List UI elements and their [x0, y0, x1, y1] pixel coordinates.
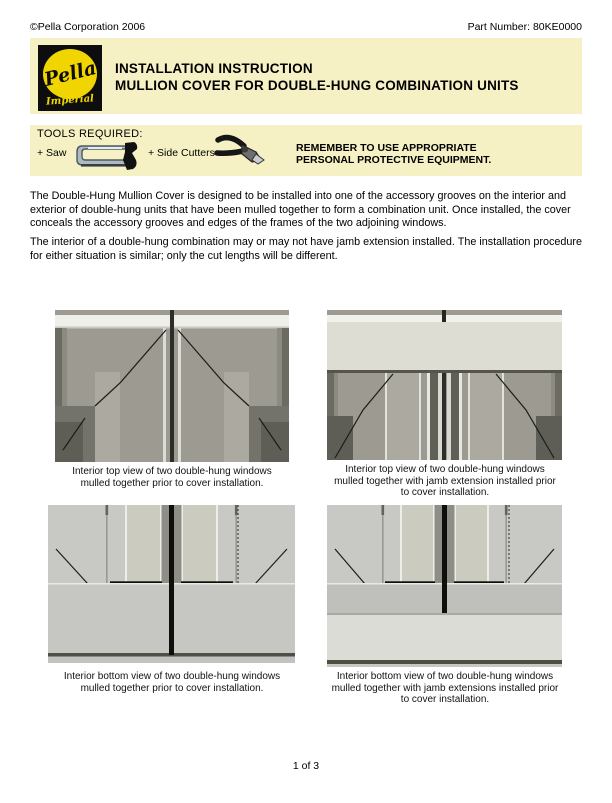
caption-line: mulled together prior to cover installation.: [80, 682, 264, 694]
page-indicator: 1 of 3: [292, 760, 320, 772]
figure-top-view-with-extension: [327, 310, 562, 460]
part-number: Part Number: 80KE0000: [467, 21, 582, 33]
pella-logo-subbrand: Imperial: [45, 93, 95, 108]
figure-top-view-no-extension: [55, 310, 289, 462]
figure-caption: [305, 671, 585, 706]
caption-line: to cover installation.: [400, 694, 490, 705]
title-band: [30, 38, 582, 114]
caption-line: mulled together prior to cover installation.: [80, 477, 264, 489]
saw-icon: [72, 140, 150, 172]
pella-logo: [38, 45, 102, 111]
caption-line: Interior top view of two double-hung windows: [72, 466, 272, 477]
tool-item-side-cutters: + Side Cutters: [148, 147, 215, 159]
side-cutters-icon: [214, 132, 268, 172]
title-line-1: INSTALLATION INSTRUCTION: [115, 61, 313, 76]
tool-item-saw: + Saw: [37, 147, 67, 159]
copyright-text: ©Pella Corporation 2006: [30, 21, 146, 33]
caption-line: mulled together with jamb extension installed prior: [334, 475, 556, 487]
caption-line: mulled together with jamb extensions installed prior: [331, 682, 559, 694]
title-line-2: MULLION COVER FOR DOUBLE-HUNG COMBINATION UNITS: [115, 78, 519, 93]
figure-caption: [32, 671, 312, 694]
document-title: [115, 60, 519, 94]
pella-logo-circle: [43, 49, 97, 99]
tools-required-box: [30, 125, 582, 176]
figure-caption: [305, 464, 585, 499]
caption-line: Interior bottom view of two double-hung windows: [336, 671, 554, 682]
caption-line: Interior bottom view of two double-hung windows: [63, 671, 281, 682]
figure-bottom-view-with-extensions: [327, 505, 562, 667]
figure-bottom-view-no-extension: [48, 505, 295, 663]
tools-heading: TOOLS REQUIRED:: [37, 128, 143, 140]
body-paragraph-2: The interior of a double-hung combination may or may not have jamb extension installed. The installation procedure for either situation is similar; only the cut lengths will be different.: [30, 236, 582, 262]
figure-caption: [32, 466, 312, 489]
pella-logo-text: Pella: [41, 56, 99, 92]
caption-line: to cover installation.: [400, 487, 490, 498]
body-paragraph-1: The Double-Hung Mullion Cover is designed to be installed into one of the accessory grooves on the interior and exterior of double-hung units that have been mulled together to form a combination unit. Once installed, the cover conceals the accessory grooves and edges of the frames of the two adjoining windows.: [30, 190, 571, 230]
safety-note: REMEMBER TO USE APPROPRIATE PERSONAL PROTECTIVE EQUIPMENT.: [296, 142, 492, 166]
caption-line: Interior top view of two double-hung windows: [345, 464, 545, 475]
